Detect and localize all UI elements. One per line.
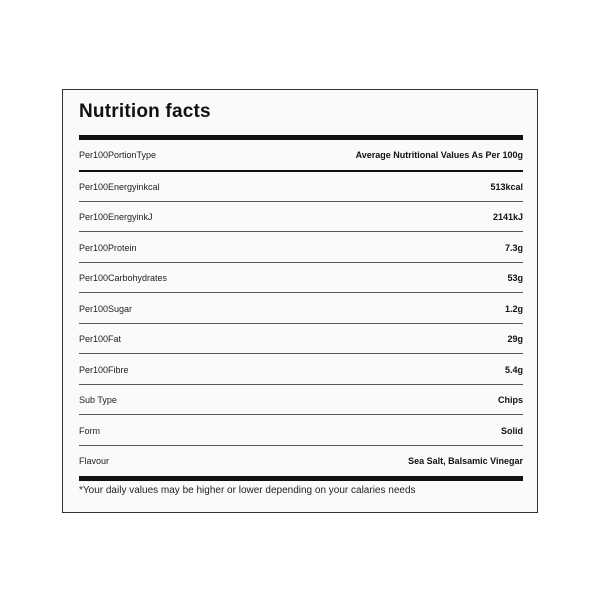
table-row	[79, 385, 523, 415]
table-row	[79, 324, 523, 354]
row-value: 1.2g	[504, 303, 523, 314]
nutrition-facts-panel	[62, 89, 538, 513]
table-row	[79, 294, 523, 324]
row-value: Sea Salt, Balsamic Vinegar	[408, 456, 523, 466]
row-label: Per100Energyinkcal	[79, 181, 160, 192]
row-label: Per100Carbohydrates	[79, 272, 168, 283]
row-label: Form	[79, 425, 100, 436]
footnote: *Your daily values may be higher or lower depending on your calaries needs	[79, 485, 416, 496]
row-value: 2141kJ	[492, 211, 523, 222]
row-value: 53g	[507, 272, 523, 283]
table-header-row	[79, 140, 523, 170]
row-value: 7.3g	[504, 242, 523, 253]
row-label: Flavour	[79, 456, 110, 466]
row-label: Per100Fat	[79, 333, 122, 344]
table-row	[79, 172, 523, 202]
row-value: 29g	[507, 333, 523, 344]
table-row	[79, 446, 523, 476]
row-value: 5.4g	[504, 364, 523, 375]
header-label: Per100PortionType	[79, 150, 157, 160]
table-row	[79, 263, 523, 293]
row-label: Per100Protein	[79, 242, 137, 253]
row-value: Solid	[501, 425, 523, 436]
bottom-divider	[79, 476, 523, 481]
page-title: Nutrition facts	[79, 101, 211, 122]
table-row	[79, 355, 523, 385]
row-label: Sub Type	[79, 394, 117, 405]
header-value: Average Nutritional Values As Per 100g	[355, 150, 523, 160]
table-row	[79, 202, 523, 232]
table-row	[79, 416, 523, 446]
row-label: Per100Sugar	[79, 303, 133, 314]
row-value: Chips	[497, 394, 523, 405]
row-value: 513kcal	[490, 181, 523, 192]
row-label: Per100EnergyinkJ	[79, 211, 153, 222]
row-label: Per100Fibre	[79, 364, 129, 375]
table-row	[79, 233, 523, 263]
